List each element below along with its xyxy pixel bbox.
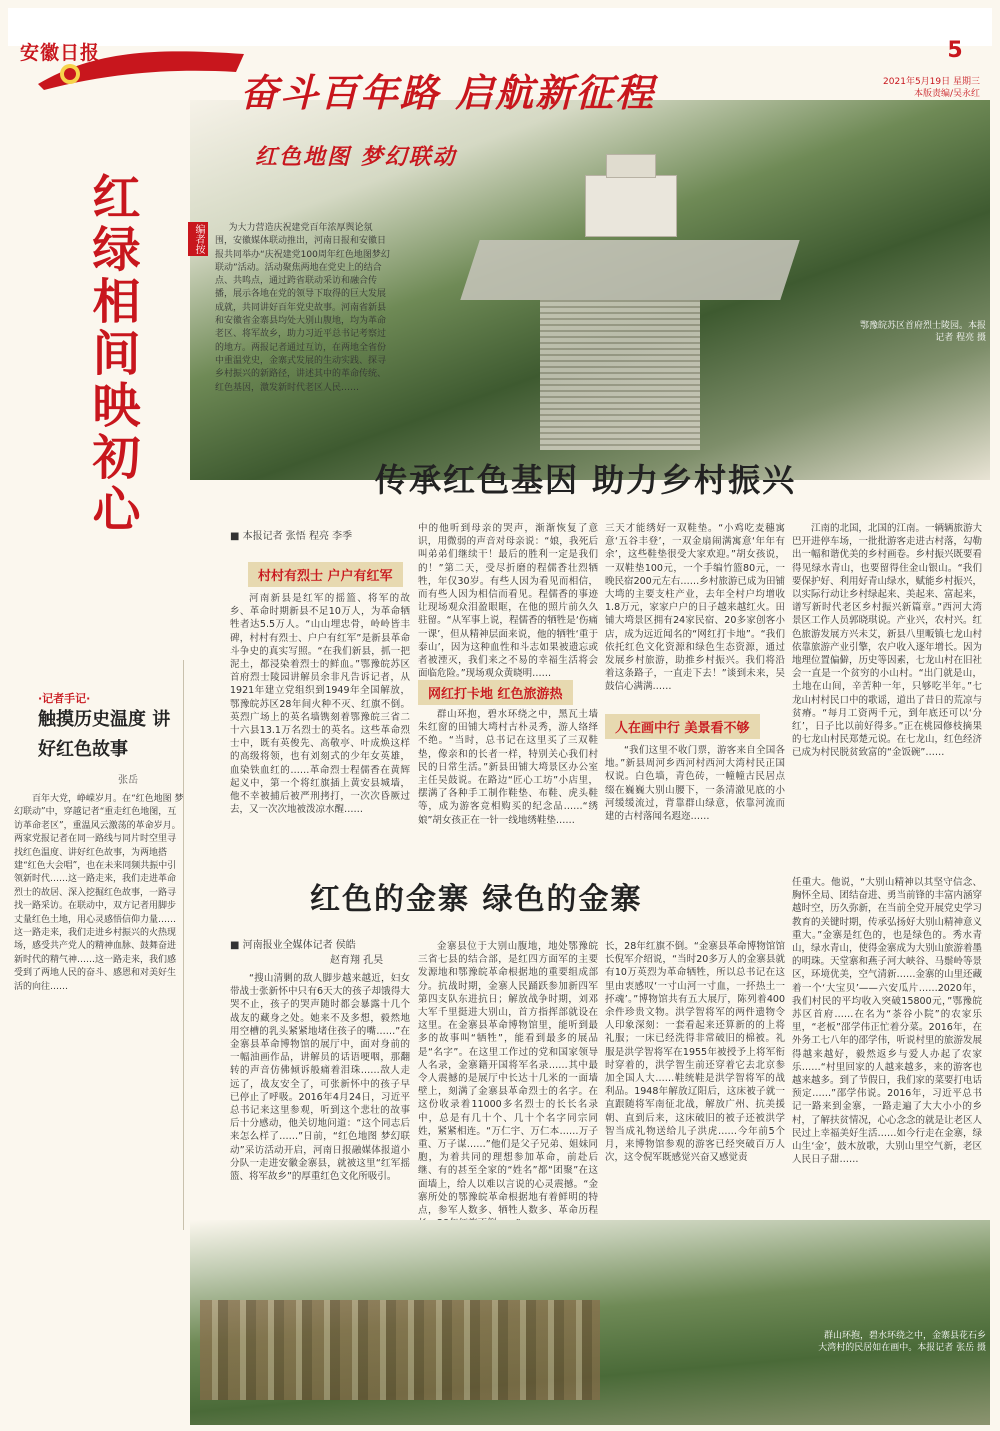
bottom-photo-caption: 群山环抱，碧水环绕之中，金寨县花石乡大湾村的民居如在画中。本报记者 张岳 摄 [818,1331,986,1353]
article1-byline: ■ 本报记者 张悟 程亮 李季 [230,531,353,542]
article2-column-1 [230,972,410,1234]
article2-headline: 红色的金寨 绿色的金寨 [310,882,643,917]
article1-column-2b-text: 群山环抱，碧水环绕之中，黑瓦土墙朱红窗的田铺大塆村古朴灵秀，游人络绎不绝。“当时，总书记在这里买了三双鞋垫，像亲和的长者一样，特别关心我们村民的日常生活。”新县田铺大塆景区办公室主任吴鼓说。在路边“匠心工坊”小店里，摆满了各种手工制作鞋垫、布鞋、虎头鞋等，成为游客竞相购买的纪念品……“绣娘”胡女孩正在一针一线地绣鞋垫…… [418,709,598,826]
article1-subhead-2: 网红打卡地 红色旅游热 [418,680,573,705]
article1-headline: 传承红色基因 助力乡村振兴 [375,461,797,499]
article1-column-3 [605,522,785,708]
article1-column-3b [605,744,785,856]
issue-date: 2021年5月19日 星期三 [883,77,980,87]
article2-byline [230,938,383,968]
article2-column-1-text: “搜山清剿的敌人脚步越来越近，妇女带战士张新怀中只有6天大的孩子却饿得大哭不止，孩子的哭声随时都会暴露十几个战友的藏身之处。她来不及多想，毅然地用空槽的乳头紧紧地堵住孩子的嘴……”在金寨县革命博物馆的展厅中，面对身前的一幅油画作品，讲解员的话语哽咽，那翻转的声音仿佛倾诉般痛着泪珠……敌人走远了，战友安全了，可张新怀中的孩子早已停止了呼吸。2016年4月24日，习近平总书记来这里参观，听到这个悲壮的故事后十分感动，他关切地问道：“这个同志后来怎么样了……”日前，“红色地图 梦幻联动”采访活动开启，河南日报融媒体报道小分队一走进安徽金寨县，就被这里“红军摇篮、将军故乡”的厚重红色文化所吸引。 [230,973,410,1183]
banner-title: 奋斗百年路 启航新征程 [240,71,656,115]
article1-column-1 [230,592,410,857]
article2-byline-org: ■ 河南报业全媒体记者 侯皓 [230,940,356,951]
editor-note-text: 为大力营造庆祝建党百年浓厚舆论氛围，安徽媒体联动推出，河南日报和安徽日报共同举办“庆祝建党100周年红色地图梦幻联动”活动。活动聚焦两地在党史上的结合点、共鸣点，通过跨省联动采访和融合传播，展示各地在党的领导下取得的巨大发展成就，共同讲好百年党史故事。河南省新县和安徽省金寨县均处大别山腹地，均为革命老区、将军故乡，助力习近平总书记考察过的地方。两报记者通过互访，在两地全省份中重温党史，金寨式发展的生动实践、探寻乡村振兴的新路径，讲述其中的革命传统、红色基因，激发新时代老区人民…… [215,223,390,393]
side-column-text: 百年大党，峥嵘岁月。在“红色地图 梦幻联动”中，穿越记者“重走红色地图，互访革命老区”，重温风云激荡的革命岁月。两家党报记者在同一路线与同片时空里寻找红色温度、讲好红色故事，为两地搭建“红色大会唱”，也在未来同频共振中引领新时代……这一路走来，我们走进革命烈士的故居、深入挖掘红色故事，一路寻找一路采访。在联动中，双方记者用脚步丈量红色土地，用心灵感悟信仰力量……这一路走来，我们走进乡村振兴的火热现场，感受共产党人的精神血脉、鼓舞奋进新时代的精气神……这一路走来，我们感受到了两地人民的奋斗、感恩和对美好生活的向往…… [14,794,184,992]
article1-column-2b [418,708,598,856]
page-editor: 本版责编/吴永红 [913,89,980,99]
memorial-plaza [460,240,799,300]
newspaper-logo: 安徽日报 [20,42,101,64]
editor-note-tag: 编者按 [188,222,208,256]
top-photo-caption: 鄂豫皖苏区首府烈士陵园。本报记者 程亮 摄 [859,321,986,343]
article1-subhead-1: 村村有烈士 户户有红军 [248,562,403,587]
memorial-building [585,175,677,237]
article1-subhead-3: 人在画中行 美景看不够 [605,714,760,739]
side-column-title: 触摸历史温度 讲好红色故事 [38,709,171,760]
memorial-steps [540,300,700,450]
article1-column-2-text: 中的他听到母亲的哭声，渐渐恢复了意识，用微弱的声音对母亲说：“娘，我死后叫弟弟们继续干！最后的胜利一定是我们的！”第二天，受尽折磨的程儒香壮烈牺牲，年仅30岁。有些人因为看见而相信，而有些人因为相信而看见。程儒香的事迹让现场观众泪盈眼眶，在他的照片前久久驻留。“从军事上说，程儒香的牺牲是‘伤痛一课’，但从精神层面来说，他的牺牲‘重于泰山’，因为这种血性和斗志如果被遗忘或者被湮灭，我们来之不易的幸福生活将会面临危险。”现场观众黄晓明…… [418,523,598,680]
page-number: 5 [947,38,963,63]
article1-column-3b-text: “我们这里不收门票，游客来自全国各地。”新县周河乡西河村西河大湾村民正国权说。白色墙，青色砖，一幢幢古民居点缀在巍巍大别山腰下，一条清澈见底的小河缓缓流过，背靠群山绿意，依靠河流而建的古村落闻名遐迩…… [605,745,785,823]
article1-column-1-text: 河南新县是红军的摇篮、将军的故乡、革命时期新县不足10万人，为革命牺牲者达5.5万人。“山山埋忠骨，岭岭皆丰碑，村村有烈士、户户有红军”是新县革命斗争史的真实写照。“在我们新县，抓一把泥土，都浸染着烈士的鲜血。”鄂豫皖苏区首府烈士陵园讲解员余非凡告诉记者，从1921年建立党组织到1949年全国解放，鄂豫皖苏区28年间火种不灭、红旗不倒。英烈广场上的英名墙镌刻着鄂豫皖三省二十六县13.1万名烈士的英名。这些革命烈士中，既有英俊先、高敬亭、叶成焕这样的高级将领，也有刘刻式的少年女英雄，血染铁血红的……革命烈士程儒香在黄辉起义中，第一个将红旗插上黄安县城墙，他不幸被捕后被严刑拷打，一次次昏厥过去，又一次次地被泼凉水醒…… [230,593,410,816]
article2-column-3-text: 长，28年红旗不倒。“金寨县革命博物馆馆长倪军介绍说，“当时20多万人的金寨县就有10万英烈为革命牺牲，所以总书记在这里由衷感叹‘一寸山河一寸血，一抔热土一抔魂’。”博物馆共有五大展厅，陈列着400余件珍贵文物。洪学智将军的两件遗物令人印象深刻：一套看起来还算新的的上将礼服；一床已经洗得非常破旧的棉被。礼服是洪学智将军在1955年被授予上将军衔时穿着的，洪学智生前还穿着它去北京参加全国人大……鞋统鞋是洪学智将军的战利品。1948年解放辽阳后，这床被子就一直跟随将军南征北战，解放广州、抗美援朝、直到后来，这床破旧的被子还被洪学智当成礼物送给儿子洪虎……今年前5个月，来博物馆参观的游客已经突破百万人次，这令倪军既感觉兴奋又感觉责 [605,941,785,1164]
vertical-page-title: 红绿相间映初心 [84,172,140,536]
article1-column-2 [418,522,598,680]
party-flag-icon [36,44,246,90]
banner-subtitle: 红色地图 梦幻联动 [255,145,457,170]
article2-byline-names: 赵育翔 孔昊 [330,955,384,966]
article2-column-4-text: 任重大。他说，“大别山精神以其坚守信念、胸怀全局、团结奋进、勇当前锋的丰富内涵穿越时空，历久弥新，在当前全党开展党史学习教育的关键时期，传承弘扬好大别山精神意义重大。”金寨是红色的，也是绿色的。秀水青山，绿水青山，使得金寨成为大别山旅游着墨的明珠。天堂寨和燕子河大峡谷、马鬃岭等景区，环境优美，空气清新……金寨的山里还藏着一个‘大宝贝’——六安瓜片……2020年，我们村民的平均收入突破15800元，”鄂豫皖苏区首府……在名为“茶谷小院”的农家乐里，“老板”邵学伟正忙着分菜。2016年，在外务工七八年的邵学伟，听说村里的旅游发展得越来越好，毅然返乡与爱人办起了农家乐……“村里回家的人越来越多，来的游客也越来越多。到了节假日，我们家的菜要打电话预定……”邵学伟说。2016年，习近平总书记一路来到金寨，一路走遍了大大小小的乡村，了解扶贫情况，心心念念的就是让老区人民过上幸福美好生活……如今行走在金寨，绿山生‘金’，鼓木放歌，大别山里空气新，老区人民日子甜…… [792,877,983,1166]
village-houses [200,1300,600,1400]
masthead-bar [8,8,992,46]
article2-column-3 [605,940,785,1234]
article1-column-4-text: 江南的北国，北国的江南。一辆辆旅游大巴开进停车场，一批批游客走进古村落，勾勒出一幅和谐优美的乡村画卷。乡村振兴既要看得见绿水青山，也要留得住金山银山。“我们要保护好、利用好青山绿水，赋能乡村振兴，以实际行动让乡村绿起来、美起来、富起来，谱写新时代老区乡村振兴新篇章。”西河大湾景区工作人员郭晓琪说。产业兴，农村兴。红色旅游发展方兴未艾，新县八里畈镇七龙山村依靠旅游产业引擎，农户收入逐年增长。因为地理位置偏僻，历史等因素，七龙山村在旧社会一直是一个贫穷的小山村。“出门就是山，土地在山间，辛苦种一年，只够吃半年。”七龙山村村民口中的歌谣，道出了昔日的荒凉与贫瘠。“每月工资两千元，到年底还可以‘分红’，日子比以前好得多。”正在桃园修枝摘果的七龙山村民郑楚元说。在七龙山，红色经济已成为村民脱贫致富的“金饭碗”…… [792,523,983,759]
article2-column-2-text: 金寨县位于大别山腹地，地处鄂豫皖三省七县的结合部，是红四方面军的主要发源地和鄂豫皖革命根据地的重要组成部分。抗战时期，金寨人民踊跃参加新四军第四支队东进抗日；解放战争时期，刘邓大军千里挺进大别山，首方指挥部就设在这里。在金寨县革命博物馆里，能听到最多的故事叫“牺牲”，能看到最多的展品是“名字”。在这里工作过的党和国家领导人名录，金寨籍开国将军名录……其中最令人震撼的是展厅中长达十几米的一面墙壁上，刻满了金寨县革命烈士的名字。在这份收录着11000多名烈士的长长名录中，总是有几十个、几十个名字同宗同姓，紧紧相连。“万仁宇、万仁本……万子重、万子谋……”他们是父子兄弟、姐妹同胞，为着共同的理想参加革命，前赴后继、有的甚至全家的“姓名”都“团聚”在这面墙上，给人以难以言说的心灵震撼。“金寨所处的鄂豫皖革命根据地有着鲜明的特点，参军人数多、牺牲人数多、革命历程 [418,941,598,1217]
article1-column-4 [792,522,982,856]
side-column-author: 张岳 [118,775,138,786]
article2-column-2 [418,940,598,1234]
article1-column-3-text: 三天才能绣好一双鞋垫。“小鸡吃麦穗寓意‘五谷丰登’，一双金扇闹满寓意‘年年有余’，这些鞋垫很受大家欢迎。”胡女孩说，一双鞋垫100元，一个手编竹篮80元，一晚民宿200元左右……乡村旅游已成为田铺大塆的主要支柱产业，去年全村户均增收1.8万元，家家户户的日子越来越红火。田铺大塆景区拥有24家民宿、20多家创客小店，成为远近闻名的“网红打卡地”。“我们依托红色文化资源和绿色生态资源，通过发展乡村旅游，助推乡村振兴。我们将沿着这条路子，一直走下去！”谈到未来，吴鼓信心满满…… [605,523,785,693]
article2-column-4 [792,876,982,1234]
side-column-tag: ·记者手记· [38,692,91,705]
